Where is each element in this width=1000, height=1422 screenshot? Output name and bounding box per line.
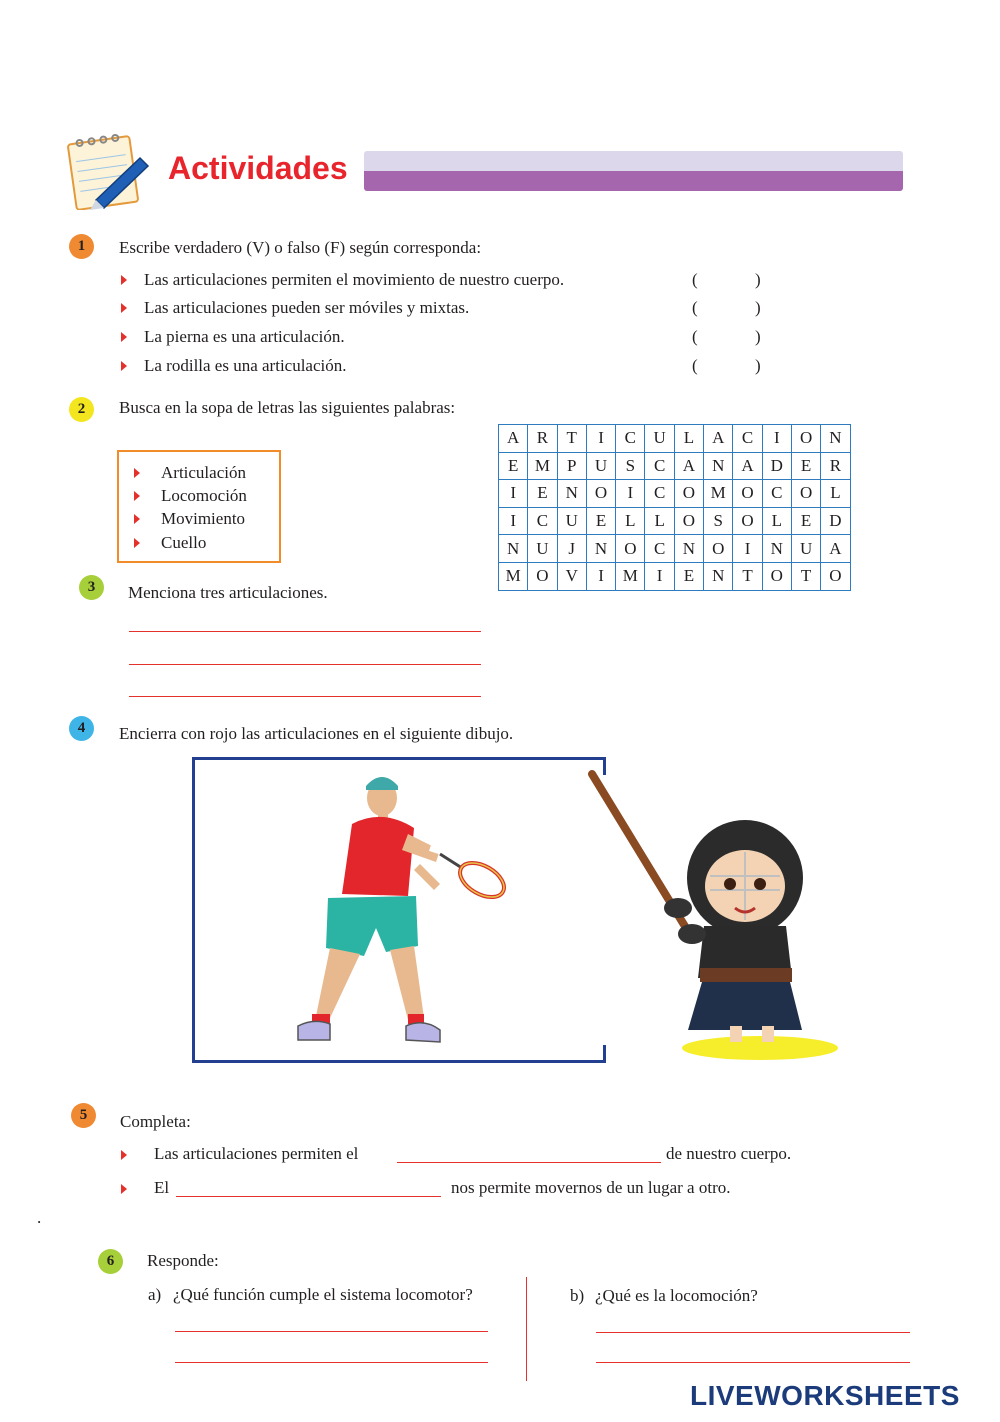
word-item: Cuello (161, 533, 207, 552)
header-band-purple (364, 171, 903, 191)
grid-cell[interactable]: I (762, 425, 791, 453)
grid-cell[interactable]: N (704, 562, 733, 590)
grid-cell[interactable]: E (791, 452, 820, 480)
grid-cell[interactable]: L (674, 425, 703, 453)
activity-number-1: 1 (69, 234, 94, 259)
activity-number-6: 6 (98, 1249, 123, 1274)
word-search-grid[interactable] (498, 424, 851, 591)
grid-cell[interactable]: I (645, 562, 674, 590)
grid-cell[interactable]: C (733, 425, 762, 453)
grid-cell[interactable]: O (762, 562, 791, 590)
activity-number-2: 2 (69, 397, 94, 422)
bullet-icon (134, 514, 140, 524)
grid-cell[interactable]: A (704, 425, 733, 453)
grid-cell[interactable]: C (645, 452, 674, 480)
grid-cell[interactable]: S (704, 507, 733, 535)
activity2-instruction: Busca en la sopa de letras las siguientes palabras: (119, 398, 456, 417)
answer-line[interactable] (129, 664, 481, 665)
grid-cell[interactable]: L (645, 507, 674, 535)
grid-cell[interactable]: C (645, 535, 674, 563)
grid-cell[interactable]: L (762, 507, 791, 535)
question-a-label: a) (148, 1285, 162, 1304)
tf-answer-slot[interactable] (702, 298, 752, 320)
tennis-player-illustration[interactable] (290, 768, 510, 1058)
answer-line[interactable] (175, 1331, 488, 1332)
grid-cell[interactable]: J (557, 535, 586, 563)
tf-statement: Las articulaciones pueden ser móviles y mixtas. (144, 298, 470, 317)
word-item: Locomoción (161, 486, 247, 505)
grid-cell[interactable]: P (557, 452, 586, 480)
grid-cell[interactable]: O (616, 535, 645, 563)
bullet-icon (121, 332, 127, 342)
kendo-kid-illustration[interactable] (580, 768, 850, 1068)
grid-cell[interactable]: O (528, 562, 557, 590)
answer-line[interactable] (129, 696, 481, 697)
grid-cell[interactable]: O (791, 425, 820, 453)
activity4-instruction: Encierra con rojo las articulaciones en el siguiente dibujo. (119, 724, 514, 743)
bullet-icon (121, 1184, 127, 1194)
grid-cell[interactable]: M (528, 452, 557, 480)
answer-line[interactable] (596, 1332, 910, 1333)
fill-blank-2[interactable] (176, 1196, 441, 1197)
tf-open-paren: ( (692, 270, 698, 289)
answer-line[interactable] (129, 631, 481, 632)
grid-cell[interactable]: A (733, 452, 762, 480)
grid-cell[interactable]: U (586, 452, 615, 480)
grid-cell[interactable]: I (499, 480, 528, 508)
question-a: ¿Qué función cumple el sistema locomotor? (173, 1285, 473, 1304)
tf-close-paren: ) (755, 356, 761, 375)
grid-cell[interactable]: N (499, 535, 528, 563)
bullet-icon (121, 361, 127, 371)
grid-cell[interactable]: A (821, 535, 850, 563)
stray-mark: . (37, 1208, 42, 1227)
grid-cell[interactable]: D (762, 452, 791, 480)
activity3-instruction: Menciona tres articulaciones. (128, 583, 328, 602)
bullet-icon (134, 491, 140, 501)
grid-row (499, 535, 851, 563)
grid-row (499, 425, 851, 453)
grid-cell[interactable]: C (616, 425, 645, 453)
grid-cell[interactable]: N (704, 452, 733, 480)
grid-cell[interactable]: R (821, 452, 850, 480)
grid-cell[interactable]: U (557, 507, 586, 535)
tf-open-paren: ( (692, 327, 698, 346)
grid-cell[interactable]: O (733, 507, 762, 535)
grid-cell[interactable]: I (733, 535, 762, 563)
grid-cell[interactable]: S (616, 452, 645, 480)
grid-cell[interactable]: I (586, 425, 615, 453)
answer-line[interactable] (596, 1362, 910, 1363)
grid-cell[interactable]: T (557, 425, 586, 453)
tf-answer-slot[interactable] (702, 356, 752, 378)
fill-sentence-2-start: El (154, 1178, 170, 1197)
grid-cell[interactable]: A (674, 452, 703, 480)
activity1-instruction: Escribe verdadero (V) o falso (F) según corresponda: (119, 238, 482, 257)
word-item: Articulación (161, 463, 246, 482)
tf-statement: La rodilla es una articulación. (144, 356, 347, 375)
grid-cell[interactable]: M (499, 562, 528, 590)
activity5-instruction: Completa: (120, 1112, 191, 1131)
activity-number-5: 5 (71, 1103, 96, 1128)
tf-statement: La pierna es una articulación. (144, 327, 345, 346)
header-band-light (364, 151, 903, 171)
answer-line[interactable] (175, 1362, 488, 1363)
grid-cell[interactable]: R (528, 425, 557, 453)
tf-answer-slot[interactable] (702, 270, 752, 292)
grid-cell[interactable]: O (586, 480, 615, 508)
fill-blank-1[interactable] (397, 1162, 661, 1163)
grid-cell[interactable]: N (762, 535, 791, 563)
grid-cell[interactable]: L (616, 507, 645, 535)
word-item: Movimiento (161, 509, 246, 528)
grid-cell[interactable]: C (645, 480, 674, 508)
fill-sentence-1-end: de nuestro cuerpo. (666, 1144, 792, 1163)
grid-cell[interactable]: U (791, 535, 820, 563)
activity6-instruction: Responde: (147, 1251, 219, 1270)
grid-cell[interactable]: D (821, 507, 850, 535)
grid-cell[interactable]: E (528, 480, 557, 508)
grid-cell[interactable]: O (704, 535, 733, 563)
activity-number-4: 4 (69, 716, 94, 741)
grid-cell[interactable]: O (674, 507, 703, 535)
grid-cell[interactable]: O (791, 480, 820, 508)
bullet-icon (134, 468, 140, 478)
grid-cell[interactable]: E (674, 562, 703, 590)
grid-cell[interactable]: A (499, 425, 528, 453)
grid-cell[interactable]: I (499, 507, 528, 535)
tf-answer-slot[interactable] (702, 327, 752, 349)
tf-close-paren: ) (755, 270, 761, 289)
tf-close-paren: ) (755, 327, 761, 346)
fill-sentence-2-end: nos permite movernos de un lugar a otro. (451, 1178, 731, 1197)
grid-cell[interactable]: C (762, 480, 791, 508)
grid-cell[interactable]: U (645, 425, 674, 453)
grid-row (499, 562, 851, 590)
tf-open-paren: ( (692, 298, 698, 317)
liveworksheets-logo: LIVEWORKSHEETS (690, 1380, 960, 1411)
grid-cell[interactable]: O (674, 480, 703, 508)
grid-cell[interactable]: V (557, 562, 586, 590)
grid-row (499, 480, 851, 508)
notepad-pen-icon (66, 128, 152, 210)
bullet-icon (121, 275, 127, 285)
bullet-icon (121, 303, 127, 313)
question-b-label: b) (570, 1286, 585, 1305)
page-title: Actividades (168, 150, 348, 186)
grid-cell[interactable]: O (733, 480, 762, 508)
grid-cell[interactable]: N (674, 535, 703, 563)
activity-number-3: 3 (79, 575, 104, 600)
question-b: ¿Qué es la locomoción? (595, 1286, 758, 1305)
grid-row (499, 507, 851, 535)
bullet-icon (134, 538, 140, 548)
tf-open-paren: ( (692, 356, 698, 375)
grid-cell[interactable]: L (821, 480, 850, 508)
grid-cell[interactable]: I (616, 480, 645, 508)
grid-cell[interactable]: E (586, 507, 615, 535)
tf-close-paren: ) (755, 298, 761, 317)
bullet-icon (121, 1150, 127, 1160)
grid-cell[interactable]: C (528, 507, 557, 535)
grid-cell[interactable]: E (791, 507, 820, 535)
column-divider (526, 1277, 527, 1381)
grid-cell[interactable]: M (616, 562, 645, 590)
grid-cell[interactable]: U (528, 535, 557, 563)
tf-statement: Las articulaciones permiten el movimiento de nuestro cuerpo. (144, 270, 565, 289)
grid-cell[interactable]: T (791, 562, 820, 590)
grid-cell[interactable]: T (733, 562, 762, 590)
fill-sentence-1-start: Las articulaciones permiten el (154, 1144, 359, 1163)
grid-row (499, 452, 851, 480)
grid-cell[interactable]: N (557, 480, 586, 508)
grid-cell[interactable]: E (499, 452, 528, 480)
grid-cell[interactable]: N (821, 425, 850, 453)
grid-cell[interactable]: O (821, 562, 850, 590)
grid-cell[interactable]: M (704, 480, 733, 508)
grid-cell[interactable]: I (586, 562, 615, 590)
grid-cell[interactable]: N (586, 535, 615, 563)
